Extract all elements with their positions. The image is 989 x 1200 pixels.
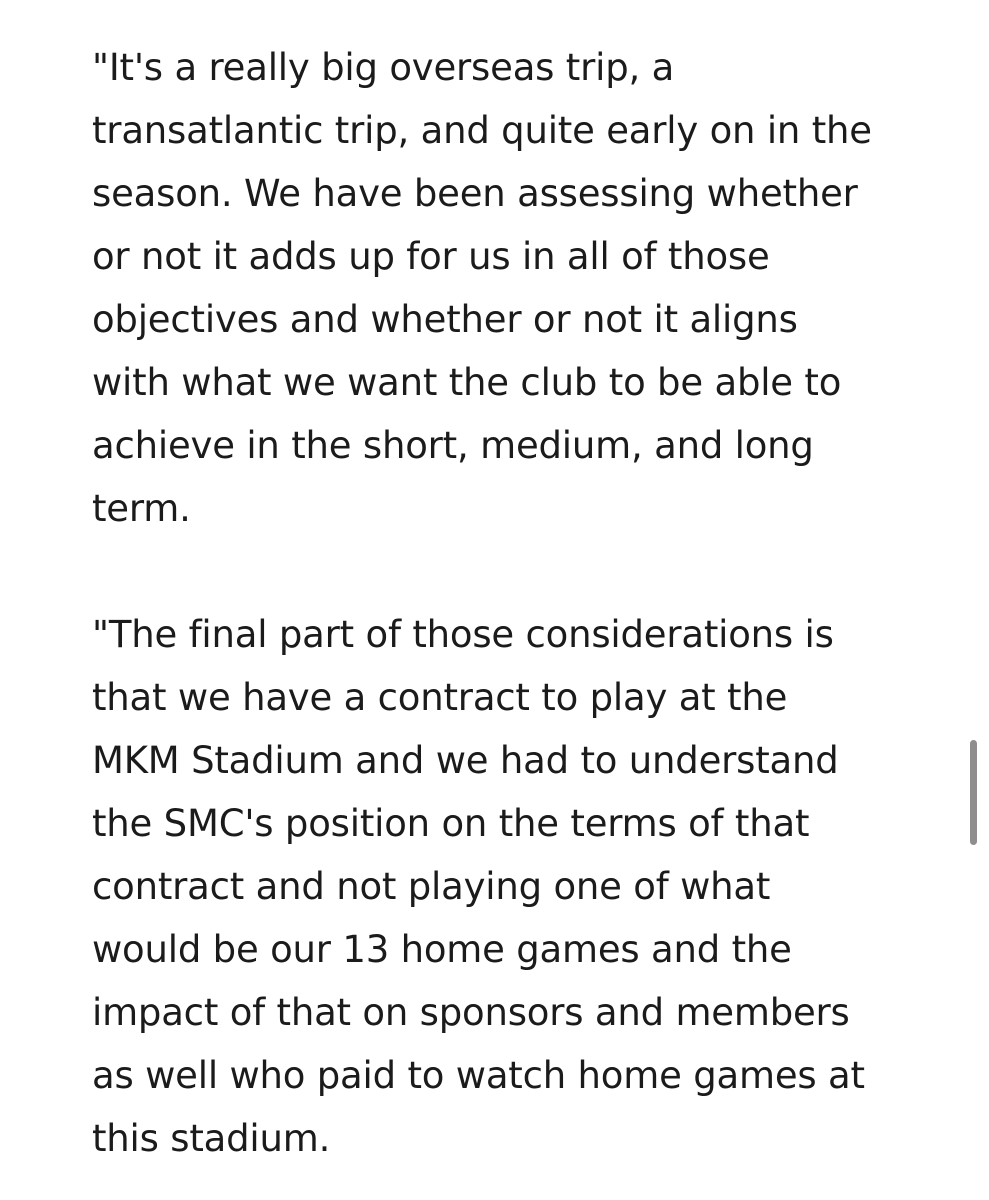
quote-paragraph-1: "It's a really big overseas trip, a transatlantic trip, and quite early on in the season. We have been assessing whether or not it adds up for us in all of those objectives and whether or not it aligns with what we want the club to be able to achieve in the short, medium, and long term. <box>92 46 872 530</box>
quote-paragraph-2: "The final part of those considerations is that we have a contract to play at the MKM Stadium and we had to understand the SMC's position on the terms of that contract and not playing one of what would be our 13 home games and the impact of that on sponsors and members as well who paid to watch home games at this stadium. <box>92 613 865 1160</box>
scrollbar-thumb[interactable] <box>970 740 977 845</box>
article-body <box>92 36 922 1170</box>
